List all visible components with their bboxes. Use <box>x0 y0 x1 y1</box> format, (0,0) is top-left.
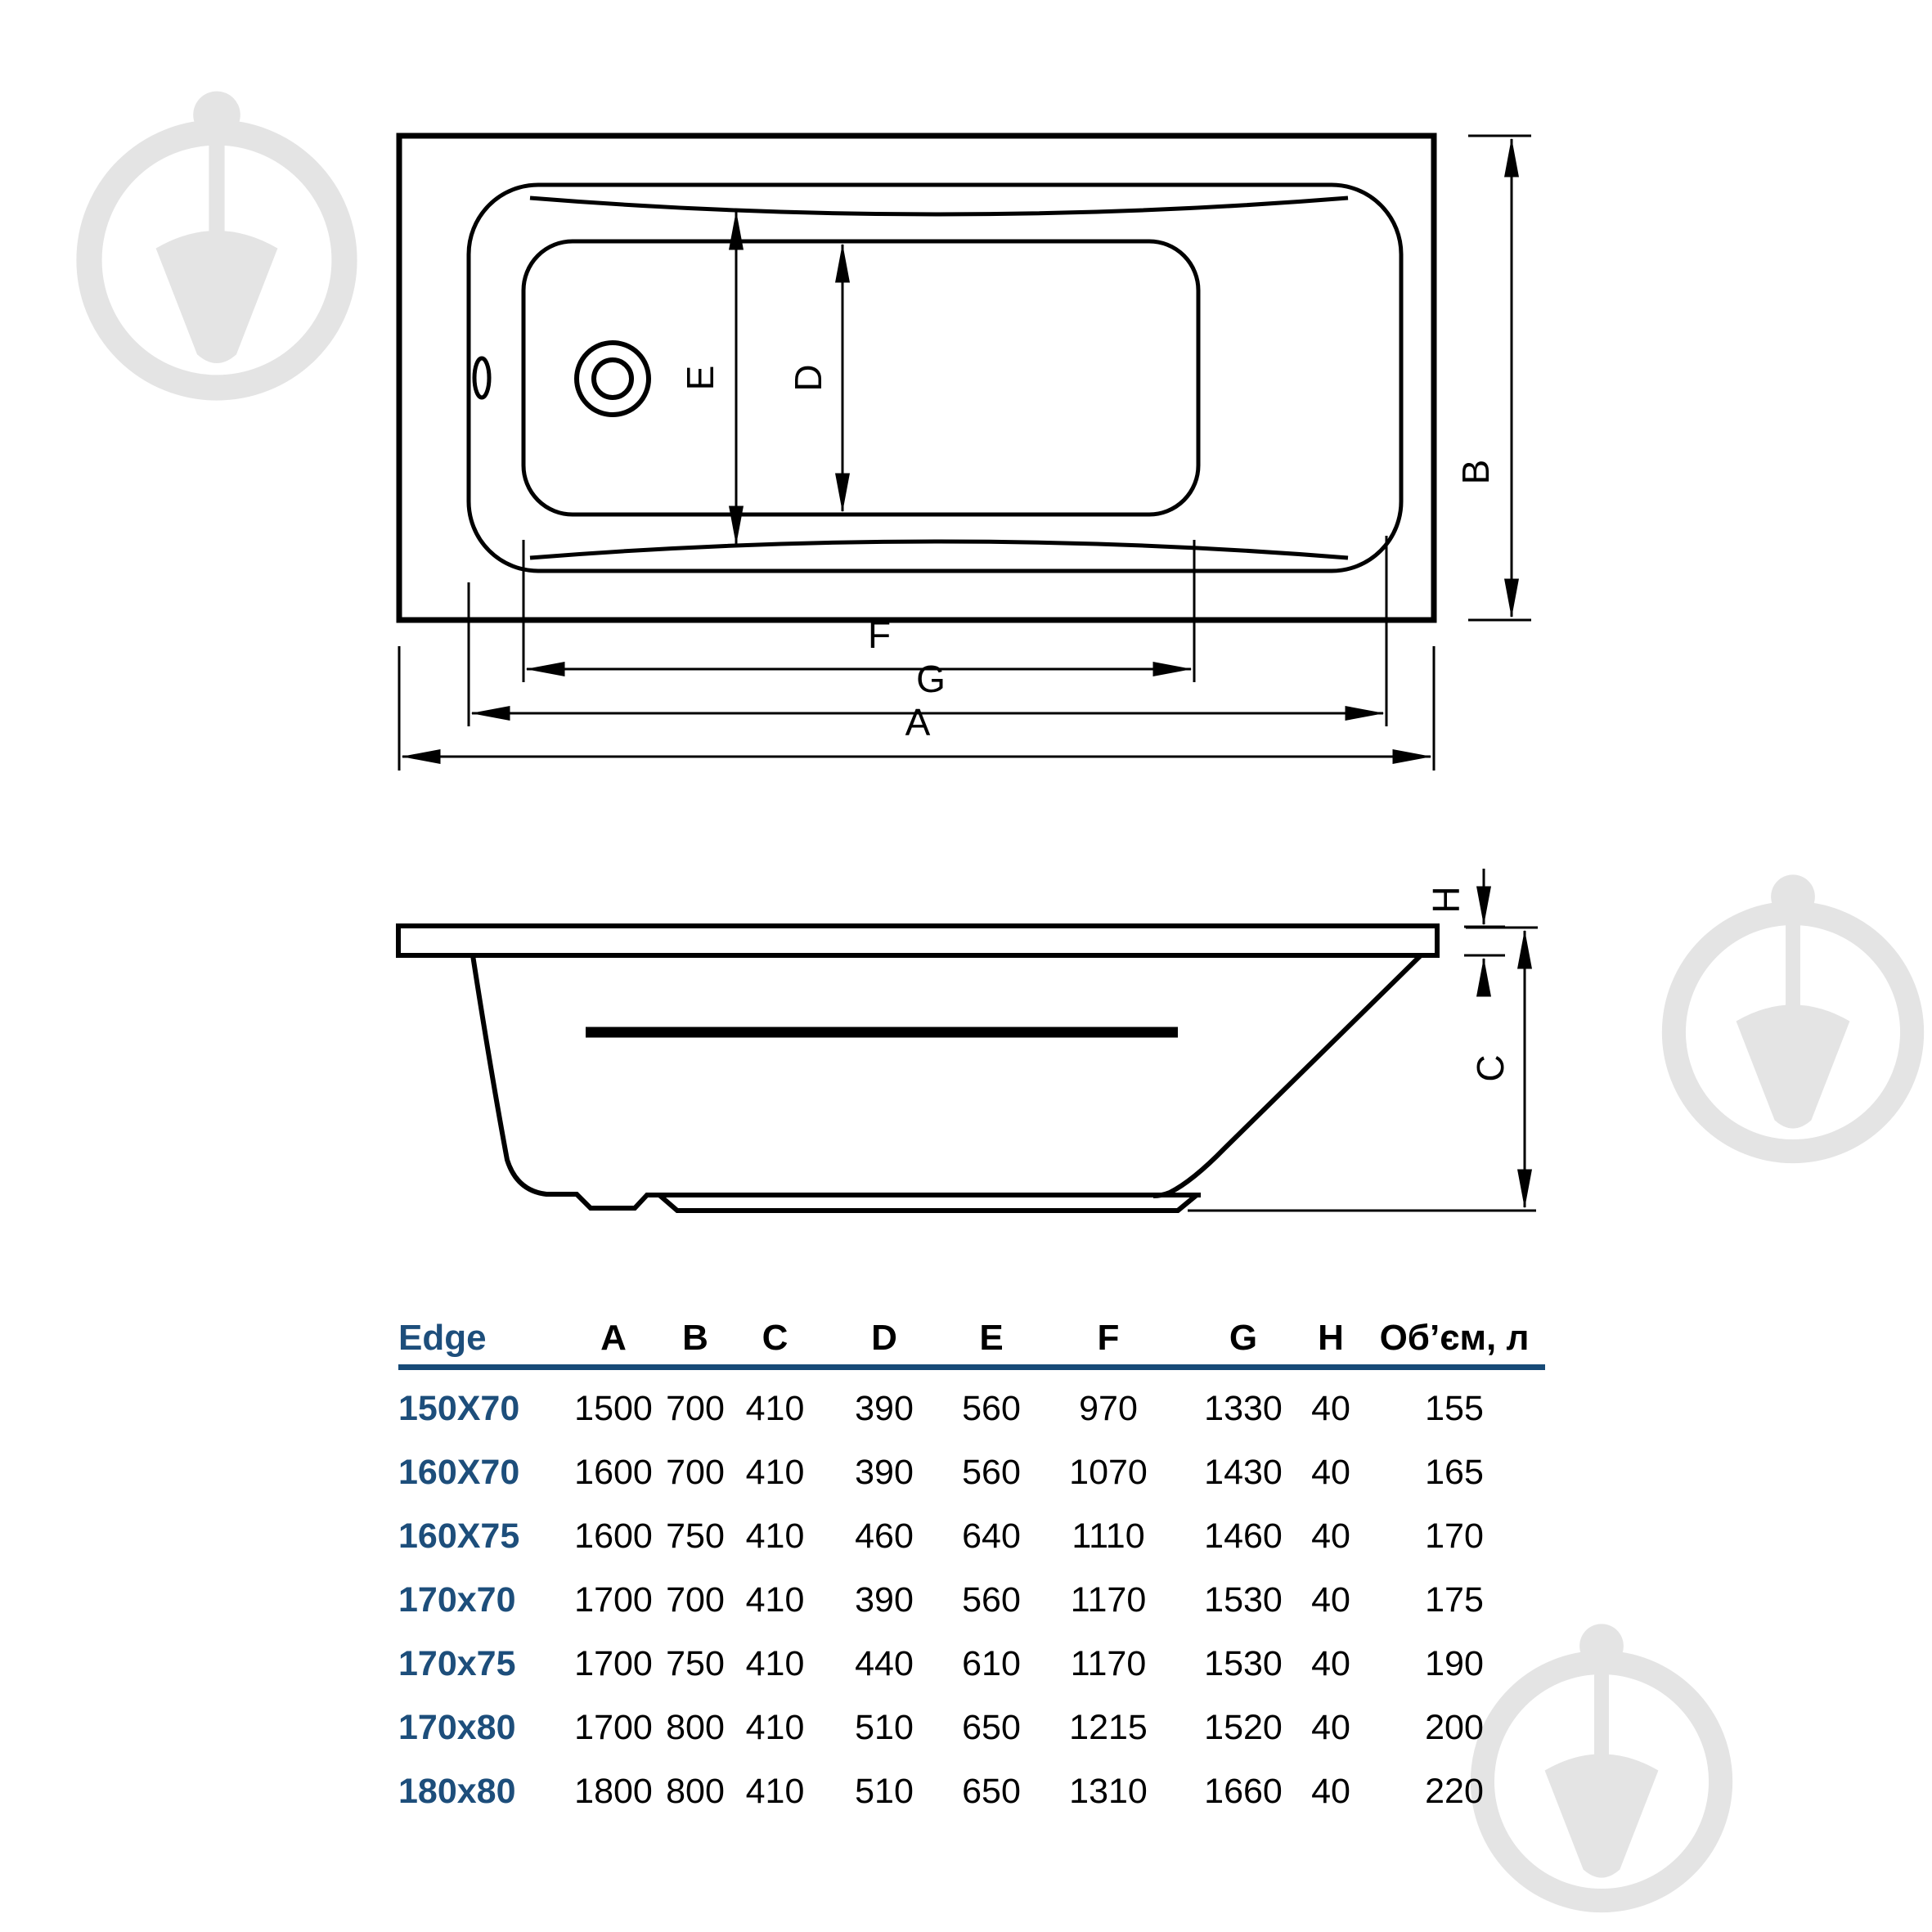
table-header-rule <box>398 1364 1545 1370</box>
bathtub-side-view <box>398 926 1536 1211</box>
table-header-series: Edge <box>398 1318 487 1358</box>
cell-C: 410 <box>745 1772 805 1811</box>
cell-volume: 165 <box>1425 1453 1484 1492</box>
cell-B: 800 <box>666 1772 725 1811</box>
cell-volume: 190 <box>1425 1644 1484 1683</box>
cell-D: 510 <box>855 1772 914 1811</box>
cell-B: 750 <box>666 1516 725 1556</box>
tub-outer-rim <box>399 136 1434 620</box>
cell-A: 1600 <box>574 1453 653 1492</box>
dimension-label-F: F <box>867 613 892 656</box>
cell-C: 410 <box>745 1644 805 1683</box>
cell-C: 410 <box>745 1453 805 1492</box>
table-header-row <box>398 1312 1545 1364</box>
cell-H: 40 <box>1311 1516 1350 1556</box>
tub-lip-curve-bottom <box>530 541 1348 558</box>
cell-B: 750 <box>666 1644 725 1683</box>
table-row <box>398 1504 1545 1568</box>
dimensions-table <box>398 1312 1545 1823</box>
rim-profile <box>398 926 1437 955</box>
table-header-C: C <box>762 1318 789 1358</box>
model-size-label: 170x80 <box>398 1708 516 1747</box>
cell-E: 560 <box>962 1580 1021 1620</box>
cell-G: 1460 <box>1204 1516 1283 1556</box>
cell-F: 1170 <box>1070 1580 1147 1620</box>
dimension-F <box>523 540 1194 682</box>
cell-volume: 155 <box>1425 1389 1484 1428</box>
dimension-label-B: B <box>1454 459 1497 485</box>
cell-H: 40 <box>1311 1772 1350 1811</box>
table-row <box>398 1440 1545 1504</box>
cell-B: 700 <box>666 1580 725 1620</box>
cell-D: 390 <box>855 1453 914 1492</box>
cell-B: 700 <box>666 1389 725 1428</box>
cell-A: 1500 <box>574 1389 653 1428</box>
cell-G: 1520 <box>1204 1708 1283 1747</box>
dimension-C <box>1466 928 1538 1207</box>
cell-H: 40 <box>1311 1580 1350 1620</box>
drain-icon <box>577 343 649 415</box>
cell-E: 560 <box>962 1453 1021 1492</box>
table-row <box>398 1759 1545 1823</box>
dimension-G <box>469 536 1386 726</box>
table-header-D: D <box>871 1318 897 1358</box>
overflow-hole-icon <box>474 358 489 398</box>
cell-volume: 200 <box>1425 1708 1484 1747</box>
body-left-and-base <box>473 955 1197 1211</box>
cell-C: 410 <box>745 1580 805 1620</box>
dimension-E <box>679 212 736 544</box>
cell-E: 610 <box>962 1644 1021 1683</box>
dimension-label-D: D <box>787 364 829 392</box>
tub-lip-curve-top <box>530 198 1348 214</box>
cell-H: 40 <box>1311 1708 1350 1747</box>
cell-B: 800 <box>666 1708 725 1747</box>
dimension-label-E: E <box>679 365 721 391</box>
model-size-label: 180x80 <box>398 1772 516 1811</box>
body-right-wall <box>1153 955 1421 1196</box>
cell-H: 40 <box>1311 1644 1350 1683</box>
dimension-label-H: H <box>1425 886 1467 914</box>
cell-A: 1700 <box>574 1580 653 1620</box>
dimension-D <box>787 245 842 511</box>
table-header-H: H <box>1318 1318 1344 1358</box>
model-size-label: 160X70 <box>398 1453 520 1492</box>
cell-D: 390 <box>855 1389 914 1428</box>
table-body <box>398 1370 1545 1823</box>
dimension-label-A: A <box>905 701 931 744</box>
cell-B: 700 <box>666 1453 725 1492</box>
dimension-B <box>1454 136 1531 620</box>
table-header-G: G <box>1229 1318 1258 1358</box>
table-row <box>398 1377 1545 1440</box>
model-size-label: 150X70 <box>398 1389 520 1428</box>
cell-D: 440 <box>855 1644 914 1683</box>
cell-A: 1700 <box>574 1644 653 1683</box>
cell-H: 40 <box>1311 1453 1350 1492</box>
cell-F: 1070 <box>1069 1453 1148 1492</box>
cell-F: 970 <box>1079 1389 1138 1428</box>
table-row <box>398 1568 1545 1632</box>
table-header-volume: Об’єм, л <box>1379 1318 1530 1358</box>
cell-G: 1660 <box>1204 1772 1283 1811</box>
cell-C: 410 <box>745 1516 805 1556</box>
cell-G: 1330 <box>1204 1389 1283 1428</box>
cell-G: 1530 <box>1204 1644 1283 1683</box>
cell-H: 40 <box>1311 1389 1350 1428</box>
cell-volume: 220 <box>1425 1772 1484 1811</box>
cell-D: 510 <box>855 1708 914 1747</box>
cell-D: 390 <box>855 1580 914 1620</box>
cell-volume: 175 <box>1425 1580 1484 1620</box>
watermark-logo-top-left <box>89 92 344 388</box>
model-size-label: 170x70 <box>398 1580 516 1620</box>
cell-C: 410 <box>745 1708 805 1747</box>
table-row <box>398 1696 1545 1759</box>
dimension-label-G: G <box>916 658 946 700</box>
cell-E: 650 <box>962 1772 1021 1811</box>
cell-A: 1700 <box>574 1708 653 1747</box>
table-row <box>398 1632 1545 1696</box>
cell-F: 1215 <box>1069 1708 1148 1747</box>
table-header-B: B <box>682 1318 708 1358</box>
watermark-logo-mid-right <box>1674 874 1912 1151</box>
cell-F: 1310 <box>1069 1772 1148 1811</box>
model-size-label: 160X75 <box>398 1516 520 1556</box>
cell-G: 1530 <box>1204 1580 1283 1620</box>
table-header-A: A <box>600 1318 627 1358</box>
table-header-E: E <box>979 1318 1004 1358</box>
dimension-label-C: C <box>1469 1054 1512 1082</box>
model-size-label: 170x75 <box>398 1644 516 1683</box>
cell-A: 1800 <box>574 1772 653 1811</box>
cell-G: 1430 <box>1204 1453 1283 1492</box>
cell-volume: 170 <box>1425 1516 1484 1556</box>
cell-D: 460 <box>855 1516 914 1556</box>
bathtub-top-view <box>399 136 1434 620</box>
cell-A: 1600 <box>574 1516 653 1556</box>
cell-E: 640 <box>962 1516 1021 1556</box>
cell-F: 1110 <box>1072 1516 1145 1556</box>
tub-floor <box>523 241 1198 514</box>
cell-C: 410 <box>745 1389 805 1428</box>
table-header-F: F <box>1097 1318 1120 1358</box>
cell-F: 1170 <box>1070 1644 1147 1683</box>
cell-E: 560 <box>962 1389 1021 1428</box>
cell-E: 650 <box>962 1708 1021 1747</box>
